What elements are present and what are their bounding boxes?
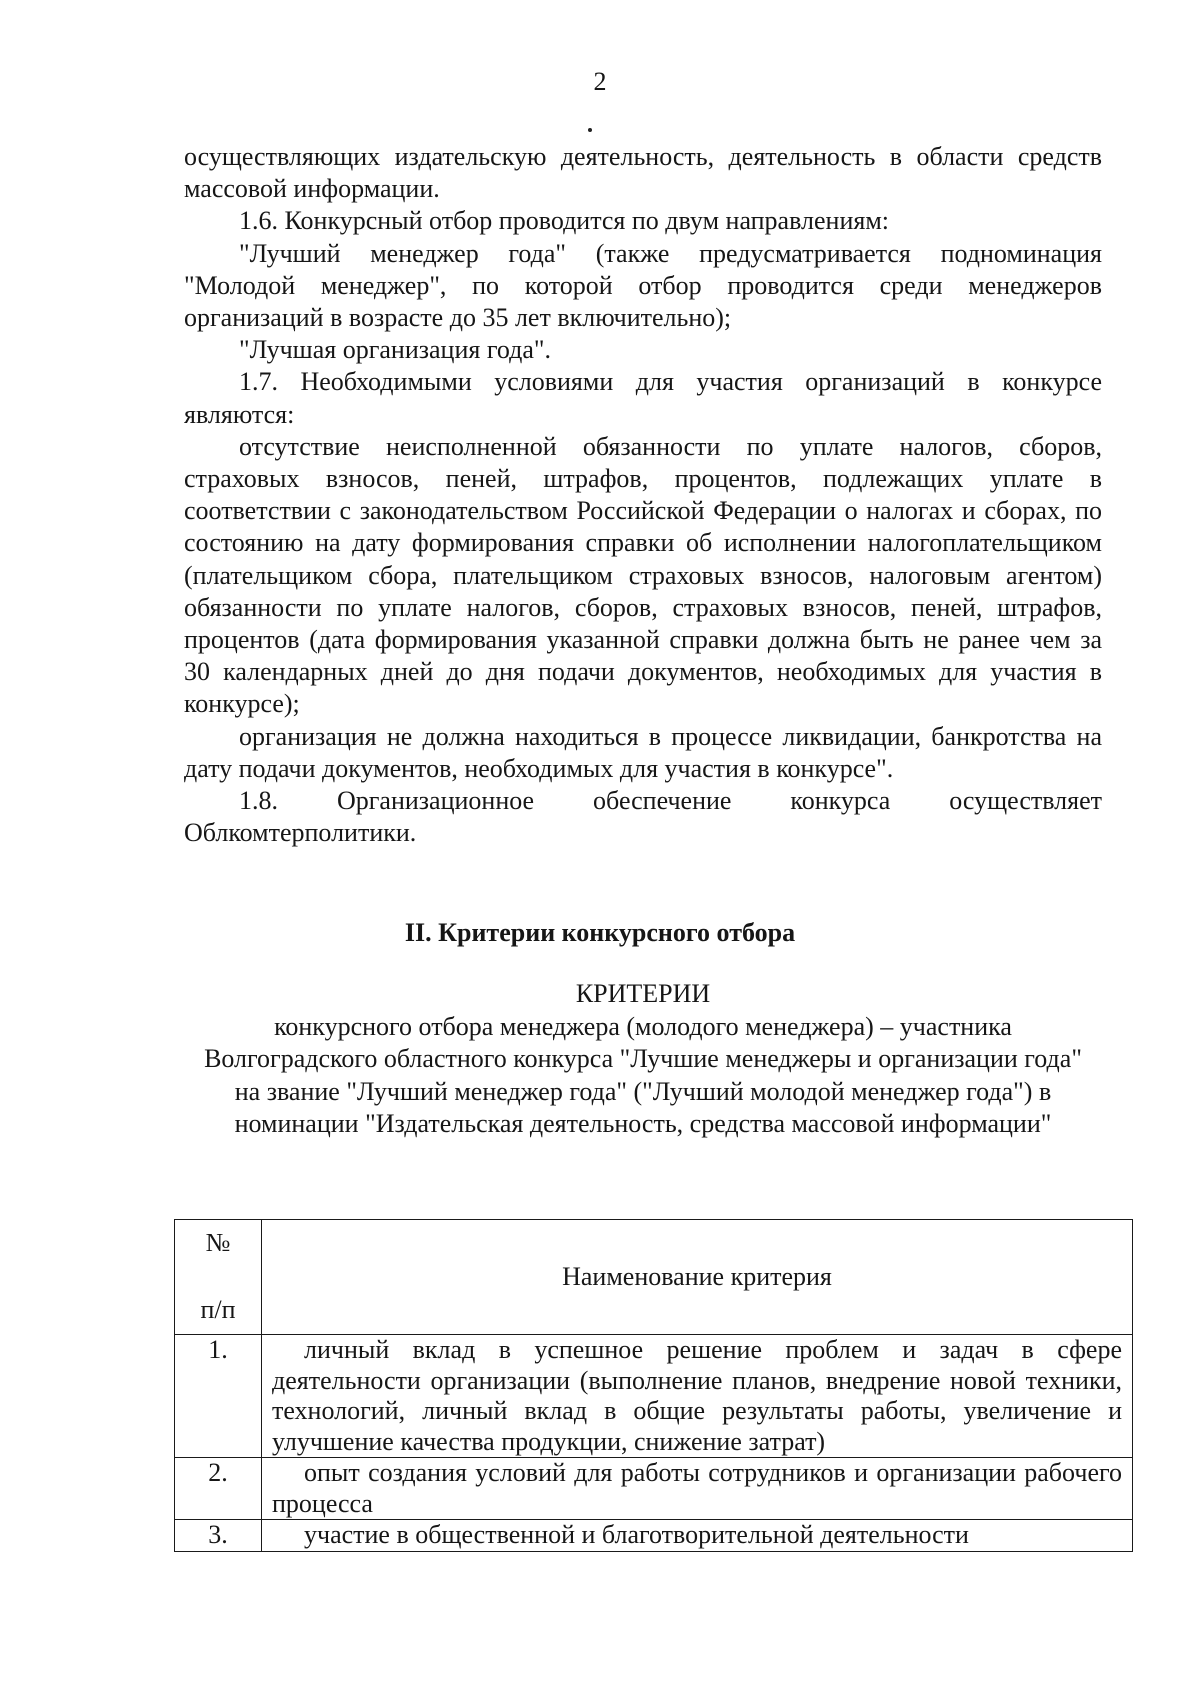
- header-number-abbrev: п/п: [200, 1294, 236, 1324]
- row-number: 1.: [175, 1335, 262, 1458]
- table-header-row: [175, 1220, 1133, 1335]
- row-number: 2.: [175, 1458, 262, 1520]
- paragraph-6: отсутствие неисполненной обязанности по уплате налогов, сборов, страховых взносов, пеней, штрафов, процентов, подлежащих уплате в соответствии с законодательством Российской Федерации о налогах и сборах, по состоянию на дату формирования справки об исполнении налогоплательщиком (плательщиком сбора, плательщиком страховых взносов, налоговым агентом) обязанности по уплате налогов, сборов, страховых взносов, пеней, штрафов, процентов (дата формирования указанной справки должна быть не ранее чем за 30 календарных дней до дня подачи документов, необходимых для участия в конкурсе);: [184, 431, 1102, 719]
- paragraph-1: осуществляющих издательскую деятельность, деятельность в области средств массовой информации.: [184, 142, 1102, 204]
- body-text: [184, 141, 1102, 849]
- paragraph-5: 1.7. Необходимыми условиями для участия организаций в конкурсе являются:: [184, 367, 1102, 429]
- paragraph-7: организация не должна находиться в процессе ликвидации, банкротства на дату подачи документов, необходимых для участия в конкурсе".: [184, 721, 1102, 783]
- table-row: [175, 1458, 1133, 1520]
- section-heading: II. Критерии конкурсного отбора: [404, 918, 796, 947]
- paragraph-8: 1.8. Организационное обеспечение конкурса осуществляет Облкомтерполитики.: [184, 786, 1102, 848]
- header-number-cell: [175, 1220, 262, 1335]
- paragraph-4: "Лучшая организация года".: [239, 335, 551, 365]
- criteria-title: КРИТЕРИИ: [575, 979, 711, 1008]
- header-number-sign: №: [205, 1228, 231, 1257]
- row-criterion: опыт создания условий для работы сотрудников и организации рабочего процесса: [262, 1458, 1133, 1520]
- criteria-table: [174, 1219, 1133, 1552]
- table-row: [175, 1520, 1133, 1552]
- criteria-block: [184, 978, 1102, 1141]
- criteria-subtitle: конкурсного отбора менеджера (молодого менеджера) – участника Волгоградского областного конкурса "Лучшие менеджеры и организации года" на звание "Лучший менеджер года" ("Лучший молодой менеджер года") в номинации "Издательская деятельность, средства массовой информации": [204, 1011, 1082, 1138]
- header-name-cell: Наименование критерия: [262, 1220, 1133, 1335]
- paragraph-3: "Лучший менеджер года" (также предусматривается подноминация "Молодой менеджер", по которой отбор проводится среди менеджеров организаций в возрасте до 35 лет включительно);: [184, 238, 1102, 333]
- paragraph-2: 1.6. Конкурсный отбор проводится по двум направлениям:: [239, 206, 890, 236]
- row-criterion: участие в общественной и благотворительной деятельности: [262, 1520, 1133, 1552]
- row-number: 3.: [175, 1520, 262, 1552]
- page-number: 2: [593, 67, 607, 96]
- row-criterion: личный вклад в успешное решение проблем и задач в сфере деятельности организации (выполнение планов, внедрение новой техники, технологий, личный вклад в общие результаты работы, увеличение и улучшение качества продукции, снижение затрат): [262, 1335, 1133, 1458]
- table-row: [175, 1335, 1133, 1458]
- scan-speck: [588, 128, 592, 132]
